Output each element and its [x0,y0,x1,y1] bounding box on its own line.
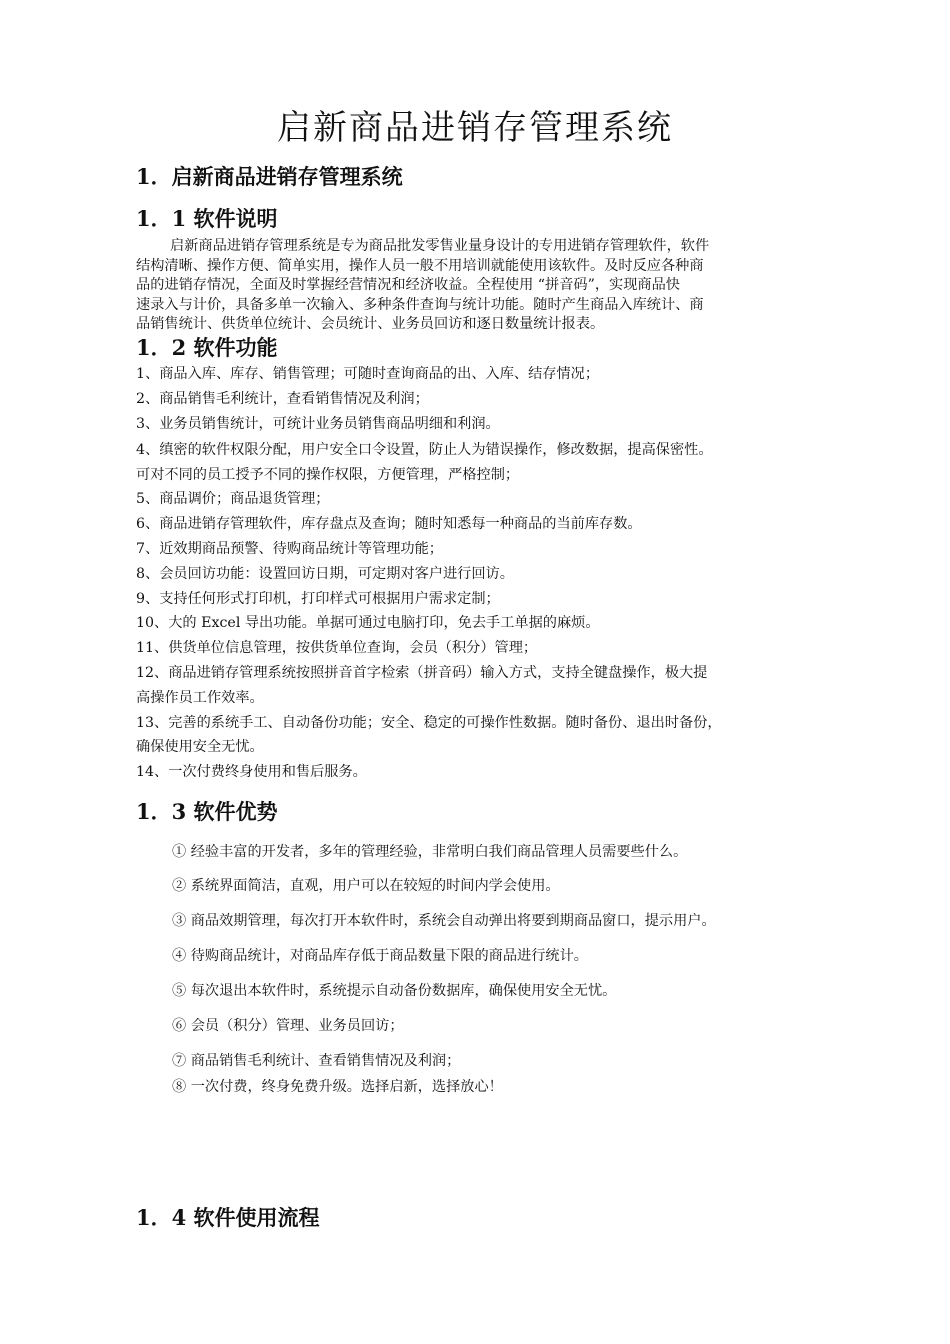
section-heading-features: 1．2 软件功能 [136,335,278,360]
feature-line: 11、供货单位信息管理，按供货单位查询，会员（积分）管理； [136,640,538,656]
description-paragraph [136,237,816,335]
feature-line: 3、业务员销售统计，可统计业务员销售商品明细和利润。 [136,416,500,432]
feature-line: 高操作员工作效率。 [136,690,264,706]
advantage-line: ⑦ 商品销售毛利统计、查看销售情况及利润； [172,1053,461,1069]
document-title: 启新商品进销存管理系统 [277,108,673,148]
description-line: 品销售统计、供货单位统计、会员统计、业务员回访和逐日数量统计报表。 [136,316,605,332]
feature-line: 9、支持任何形式打印机，打印样式可根据用户需求定制； [136,591,500,607]
advantage-line: ⑥ 会员（积分）管理、业务员回访； [172,1018,404,1034]
feature-line: 13、完善的系统手工、自动备份功能；安全、稳定的可操作性数据。随时备份、退出时备份， [136,715,722,731]
advantage-line: ② 系统界面简洁，直观，用户可以在较短的时间内学会使用。 [172,878,560,894]
description-line: 速录入与计价，具备多单一次输入、多种条件查询与统计功能。随时产生商品入库统计、商 [136,296,704,313]
advantage-line: ④ 待购商品统计，对商品库存低于商品数量下限的商品进行统计。 [172,948,588,964]
feature-line: 可对不同的员工授予不同的操作权限，方便管理，严格控制； [136,467,520,483]
advantage-line: ⑧ 一次付费，终身免费升级。选择启新，选择放心！ [172,1079,503,1095]
description-line: 结构清晰、操作方便、简单实用，操作人员一般不用培训就能使用该软件。及时反应各种商 [136,257,704,274]
section-heading-main: 1．启新商品进销存管理系统 [136,164,403,189]
feature-line: 12、商品进销存管理系统按照拼音首字检索（拼音码）输入方式，支持全键盘操作，极大提 [136,665,708,681]
description-line: 品的进销存情况，全面及时掌握经营情况和经济收益。全程使用 “拼音码”，实现商品快 [136,277,680,293]
advantage-line: ③ 商品效期管理，每次打开本软件时，系统会自动弹出将要到期商品窗口，提示用户。 [172,913,716,929]
feature-line: 8、会员回访功能：设置回访日期，可定期对客户进行回访。 [136,566,514,582]
section-heading-description: 1．1 软件说明 [136,206,278,231]
advantage-line: ① 经验丰富的开发者，多年的管理经验，非常明白我们商品管理人员需要些什么。 [172,844,688,860]
feature-line: 5、商品调价；商品退货管理； [136,491,330,507]
feature-line: 1、商品入库、库存、销售管理；可随时查询商品的出、入库、结存情况； [136,366,600,382]
feature-line: 4、缜密的软件权限分配，用户安全口令设置，防止人为错误操作，修改数据，提高保密性。 [136,442,713,458]
advantage-line: ⑤ 每次退出本软件时，系统提示自动备份数据库，确保使用安全无忧。 [172,983,617,999]
section-heading-advantages: 1．3 软件优势 [136,799,278,824]
description-line: 启新商品进销存管理系统是专为商品批发零售业量身设计的专用进销存管理软件，软件 [170,238,710,254]
feature-line: 7、近效期商品预警、待购商品统计等管理功能； [136,541,443,557]
section-heading-workflow: 1．4 软件使用流程 [136,1205,320,1230]
feature-line: 10、大的 Excel 导出功能。单据可通过电脑打印，免去手工单据的麻烦。 [136,615,600,631]
feature-line: 6、商品进销存管理软件，库存盘点及查询；随时知悉每一种商品的当前库存数。 [136,516,642,532]
feature-line: 2、商品销售毛利统计，查看销售情况及利润； [136,391,429,407]
feature-line: 确保使用安全无忧。 [136,739,264,755]
feature-line: 14、一次付费终身使用和售后服务。 [136,764,367,780]
